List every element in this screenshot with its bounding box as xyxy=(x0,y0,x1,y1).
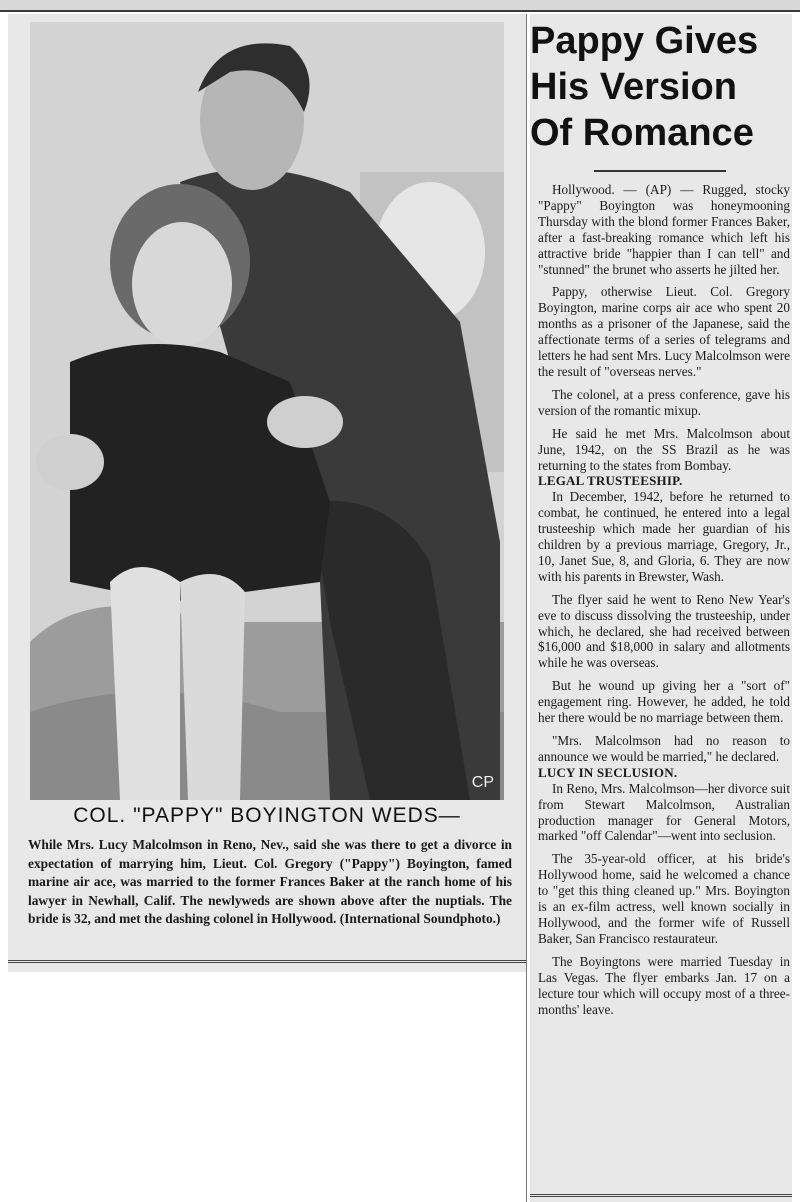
article-paragraph: The 35-year-old officer, at his bride's Hollywood home, said he welcomed a chance to "get this thing cleaned up." Mrs. Boyington is an ex-film actress, well known socially in Hollywood, and the former wife of Russell Baker, San Francisco restaurateur. xyxy=(538,851,790,946)
photo-watermark: CP xyxy=(471,774,494,791)
couple-photo-illustration xyxy=(30,22,504,800)
subhead-legal-trusteeship: LEGAL TRUSTEESHIP. xyxy=(538,473,683,489)
article-paragraph: The flyer said he went to Reno New Year's eve to discuss dissolving the trusteeship, under which, he declared, she had received between $16,000 and $18,000 in salary and allotments while he was overseas. xyxy=(538,591,790,671)
article-body xyxy=(538,182,790,1024)
article-paragraph: The colonel, at a press conference, gave his version of the romantic mixup. xyxy=(538,386,790,418)
caption-headline: COL. "PAPPY" BOYINGTON WEDS— xyxy=(73,804,461,827)
article-column-bottom-rule xyxy=(530,1194,792,1197)
subhead-lucy-in-seclusion: LUCY IN SECLUSION. xyxy=(538,764,678,780)
article-paragraph: Hollywood. — (AP) — Rugged, stocky "Pappy" Boyington was honeymooning Thursday with the blond former Frances Baker, after a fast-breaking romance which left his attractive bride "happier than I can tell" and "stunned" the brunet who asserts he jilted her. xyxy=(538,182,790,277)
article-column xyxy=(530,14,792,1202)
top-border-rule xyxy=(0,0,800,12)
article-headline xyxy=(530,18,792,156)
caption-text: While Mrs. Lucy Malcolmson in Reno, Nev., said she was there to get a divorce in expectation of marrying him, Lieut. Col. Gregory ("Pappy") Boyington, famed marine air ace, was married to the former Frances Baker at the ranch home of his lawyer in Newhall, Calif. The newlyweds are shown above after the nuptials. The bride is 32, and met the dashing colonel in Hollywood. (International Soundphoto.) xyxy=(28,837,512,927)
headline-line-3: Of Romance xyxy=(530,112,754,154)
photo-column-bottom-rule xyxy=(8,960,526,963)
article-paragraph: In December, 1942, before he returned to combat, he continued, he entered into a legal trusteeship which made her guardian of his children by a previous marriage, Gregory, Jr., 10, Janet Sue, 8, and Gloria, 6. They are now with his parents in Brewster, Wash. xyxy=(538,489,790,584)
photo-column xyxy=(8,14,526,972)
article-paragraph: In Reno, Mrs. Malcolmson—her divorce suit from Stewart Malcolmson, Australian production manager for General Motors, marked "off Calendar"—went into seclusion. xyxy=(538,780,790,844)
headline-rule xyxy=(594,170,726,172)
headline-line-1: Pappy Gives xyxy=(530,20,759,62)
article-paragraph: He said he met Mrs. Malcolmson about June, 1942, on the SS Brazil as he was returning to the states from Bombay. xyxy=(538,425,790,473)
article-paragraph: Pappy, otherwise Lieut. Col. Gregory Boyington, marine corps air ace who spent 20 months as a prisoner of the Japanese, said the affectionate terms of a series of telegrams and letters he had sent Mrs. Lucy Malcolmson were the result of "overseas nerves." xyxy=(538,284,790,379)
wedding-photo xyxy=(30,22,504,800)
article-paragraph: "Mrs. Malcolmson had no reason to announce we would be married," he declared. xyxy=(538,733,790,764)
article-paragraph: The Boyingtons were married Tuesday in Las Vegas. The flyer embarks Jan. 17 on a lecture tour which will occupy most of a three-months' leave. xyxy=(538,953,790,1017)
column-divider xyxy=(526,14,527,1202)
headline-line-2: His Version xyxy=(530,66,737,108)
article-paragraph: But he wound up giving her a "sort of" engagement ring. However, he added, he told her there would be no marriage between them. xyxy=(538,678,790,726)
